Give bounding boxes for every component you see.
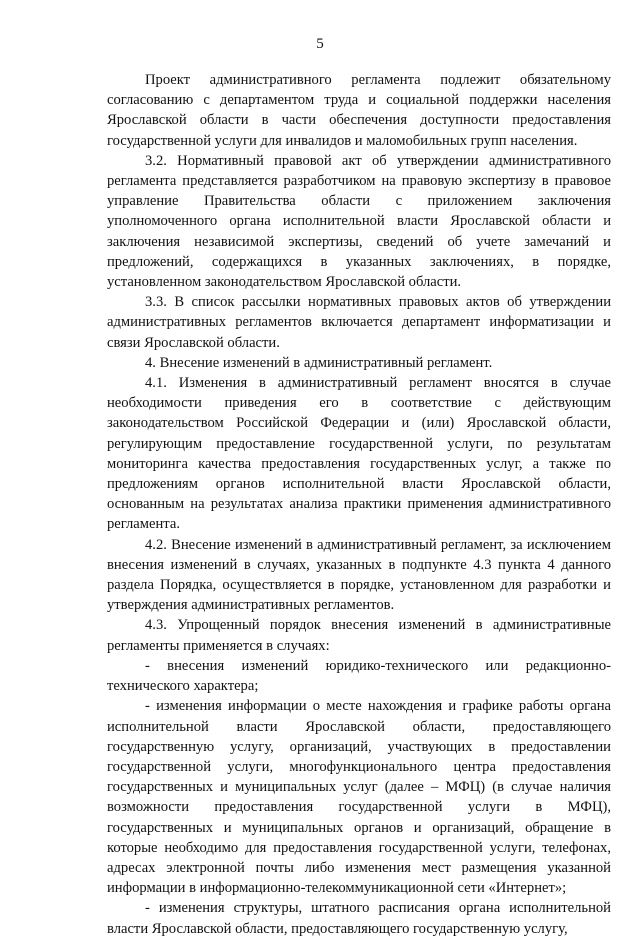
list-item-location-info-changes: - изменения информации о месте нахождения и графике работы органа исполнительной власти Ярославской области, предоставляющего государственную услугу, организаций, участвующих в предоставлении государственной услуги, многофункционального центра предоставления государственных и муниципальных услуг (далее – МФЦ) (в случае наличия возможности предоставления государственной услуги в МФЦ), государственных и муниципальных органов и организаций, обращение в которые необходимо для предоставления государственной услуги, телефонах, адресах электронной почты либо изменения мест размещения указанной информации в информационно-телекоммуникационной сети «Интернет»;: [107, 698, 611, 897]
section-heading-4: 4. Внесение изменений в административный регламент.: [145, 354, 493, 371]
paragraph-3-3: 3.3. В список рассылки нормативных правовых актов об утверждении административных регламентов включается департамент информатизации и связи Ярославской области.: [107, 294, 611, 351]
paragraph-3-2: 3.2. Нормативный правовой акт об утверждении административного регламента представляется разработчиком на правовую экспертизу в правовое управление Правительства области с приложением заключения уполномоченного органа исполнительной власти Ярославской области и заключения независимой экспертизы, сведений об учете замечаний и предложений, содержащихся в указанных заключениях, в порядке, установленном законодательством Ярославской области.: [107, 152, 611, 291]
paragraph-project-approval: Проект административного регламента подлежит обязательному согласованию с департаментом труда и социальной поддержки населения Ярославской области в части обеспечения доступности предоставления государственной услуги для инвалидов и маломобильных групп населения.: [107, 72, 611, 149]
list-item-editorial-changes: - внесения изменений юридико-технического или редакционно-технического характера;: [107, 657, 611, 695]
paragraph-4-2: 4.2. Внесение изменений в административный регламент, за исключением внесения изменений в случаях, указанных в подпункте 4.3 пункта 4 данного раздела Порядка, осуществляется в порядке, установленном для разработки и утверждения административных регламентов.: [107, 536, 611, 614]
page-number: 5: [316, 36, 324, 52]
paragraph-4-1: 4.1. Изменения в административный регламент вносятся в случае необходимости приведения его в соответствие с действующим законодательством Российской Федерации и (или) Ярославской области, регулирующим предоставление государственной услуги, по результатам мониторинга качества предоставления государственных услуг, а также по предложениям органов исполнительной власти Ярославской области, основанным на результатах анализа практики применения административного регламента.: [107, 375, 611, 533]
list-item-structure-changes: - изменения структуры, штатного расписания органа исполнительной власти Ярославской области, предоставляющего государственную услугу,: [107, 900, 611, 937]
paragraph-4-3: 4.3. Упрощенный порядок внесения изменений в административные регламенты применяется в случаях:: [107, 617, 611, 654]
document-body: [107, 70, 611, 939]
